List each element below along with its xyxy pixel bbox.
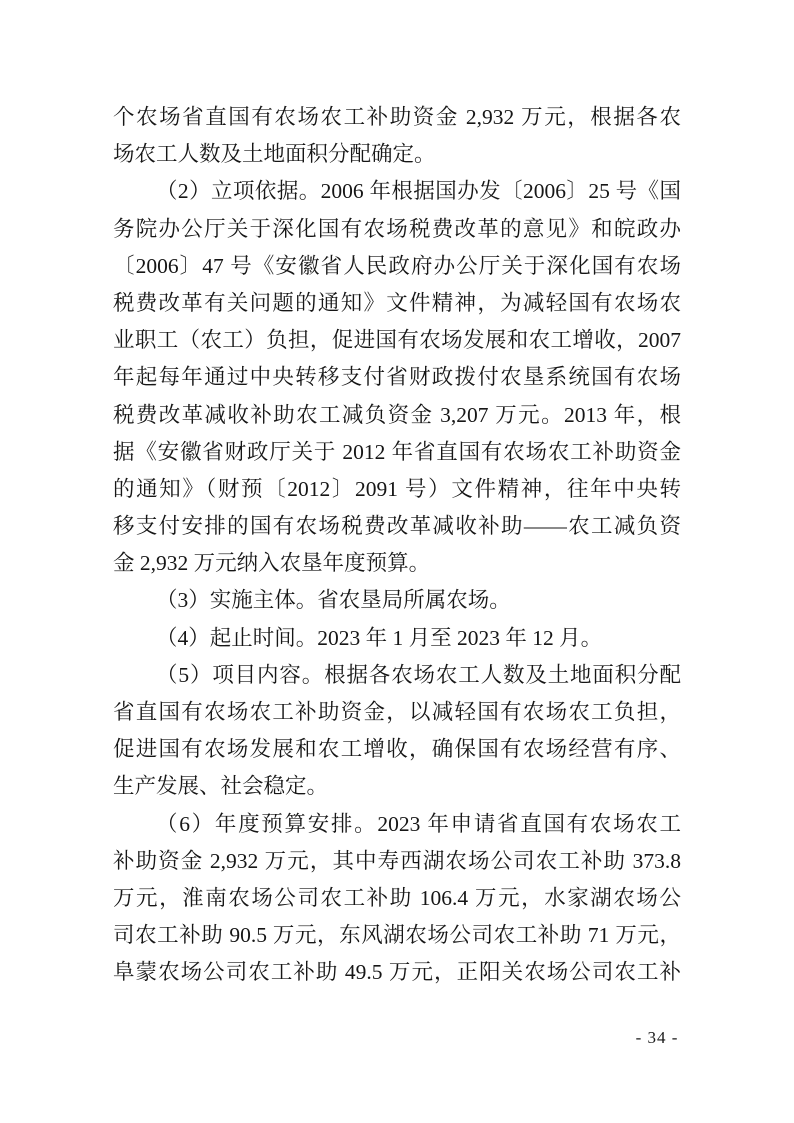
text-line: （4）起止时间。2023 年 1 月至 2023 年 12 月。: [156, 625, 603, 650]
text-line: 促进国有农场发展和农工增收，确保国有农场经营有序、: [113, 737, 681, 762]
text-line: 务院办公厅关于深化国有农场税费改革的意见》和皖政办: [113, 216, 681, 241]
text-line: 〔2006〕47 号《安徽省人民政府办公厅关于深化国有农场: [113, 253, 681, 278]
text-line: 据《安徽省财政厅关于 2012 年省直国有农场农工补助资金: [113, 439, 681, 464]
text-line: （5）项目内容。根据各农场农工人数及土地面积分配: [156, 662, 681, 687]
text-line: 阜蒙农场公司农工补助 49.5 万元，正阳关农场公司农工补: [113, 960, 681, 985]
page-number: - 34 -: [635, 1028, 679, 1047]
text-line: 司农工补助 90.5 万元，东风湖农场公司农工补助 71 万元，: [113, 923, 681, 948]
text-line: 年起每年通过中央转移支付省财政拨付农垦系统国有农场: [113, 365, 681, 390]
text-line: （2）立项依据。2006 年根据国办发〔2006〕25 号《国: [156, 179, 681, 204]
text-line: 补助资金 2,932 万元，其中寿西湖农场公司农工补助 373.8: [113, 848, 681, 873]
text-line: （3）实施主体。省农垦局所属农场。: [156, 588, 511, 613]
text-line: 生产发展、社会稳定。: [113, 774, 329, 799]
text-line: 业职工（农工）负担，促进国有农场发展和农工增收，2007: [113, 328, 681, 353]
text-line: 金 2,932 万元纳入农垦年度预算。: [113, 551, 431, 576]
text-line: 移支付安排的国有农场税费改革减收补助——农工减负资: [113, 514, 681, 539]
text-line: 个农场省直国有农场农工补助资金 2,932 万元，根据各农: [113, 105, 681, 129]
text-line: （6）年度预算安排。2023 年申请省直国有农场农工: [156, 811, 681, 836]
document-body: [113, 99, 681, 992]
text-line: 的通知》（财预〔2012〕2091 号）文件精神，往年中央转: [113, 476, 681, 501]
text-line: 税费改革有关问题的通知》文件精神，为减轻国有农场农: [113, 290, 681, 315]
text-line: 省直国有农场农工补助资金，以减轻国有农场农工负担，: [113, 700, 681, 724]
text-line: 场农工人数及土地面积分配确定。: [113, 142, 436, 167]
text-line: 万元，淮南农场公司农工补助 106.4 万元，水家湖农场公: [113, 885, 681, 910]
text-line: 税费改革减收补助农工减负资金 3,207 万元。2013 年，根: [113, 402, 681, 427]
